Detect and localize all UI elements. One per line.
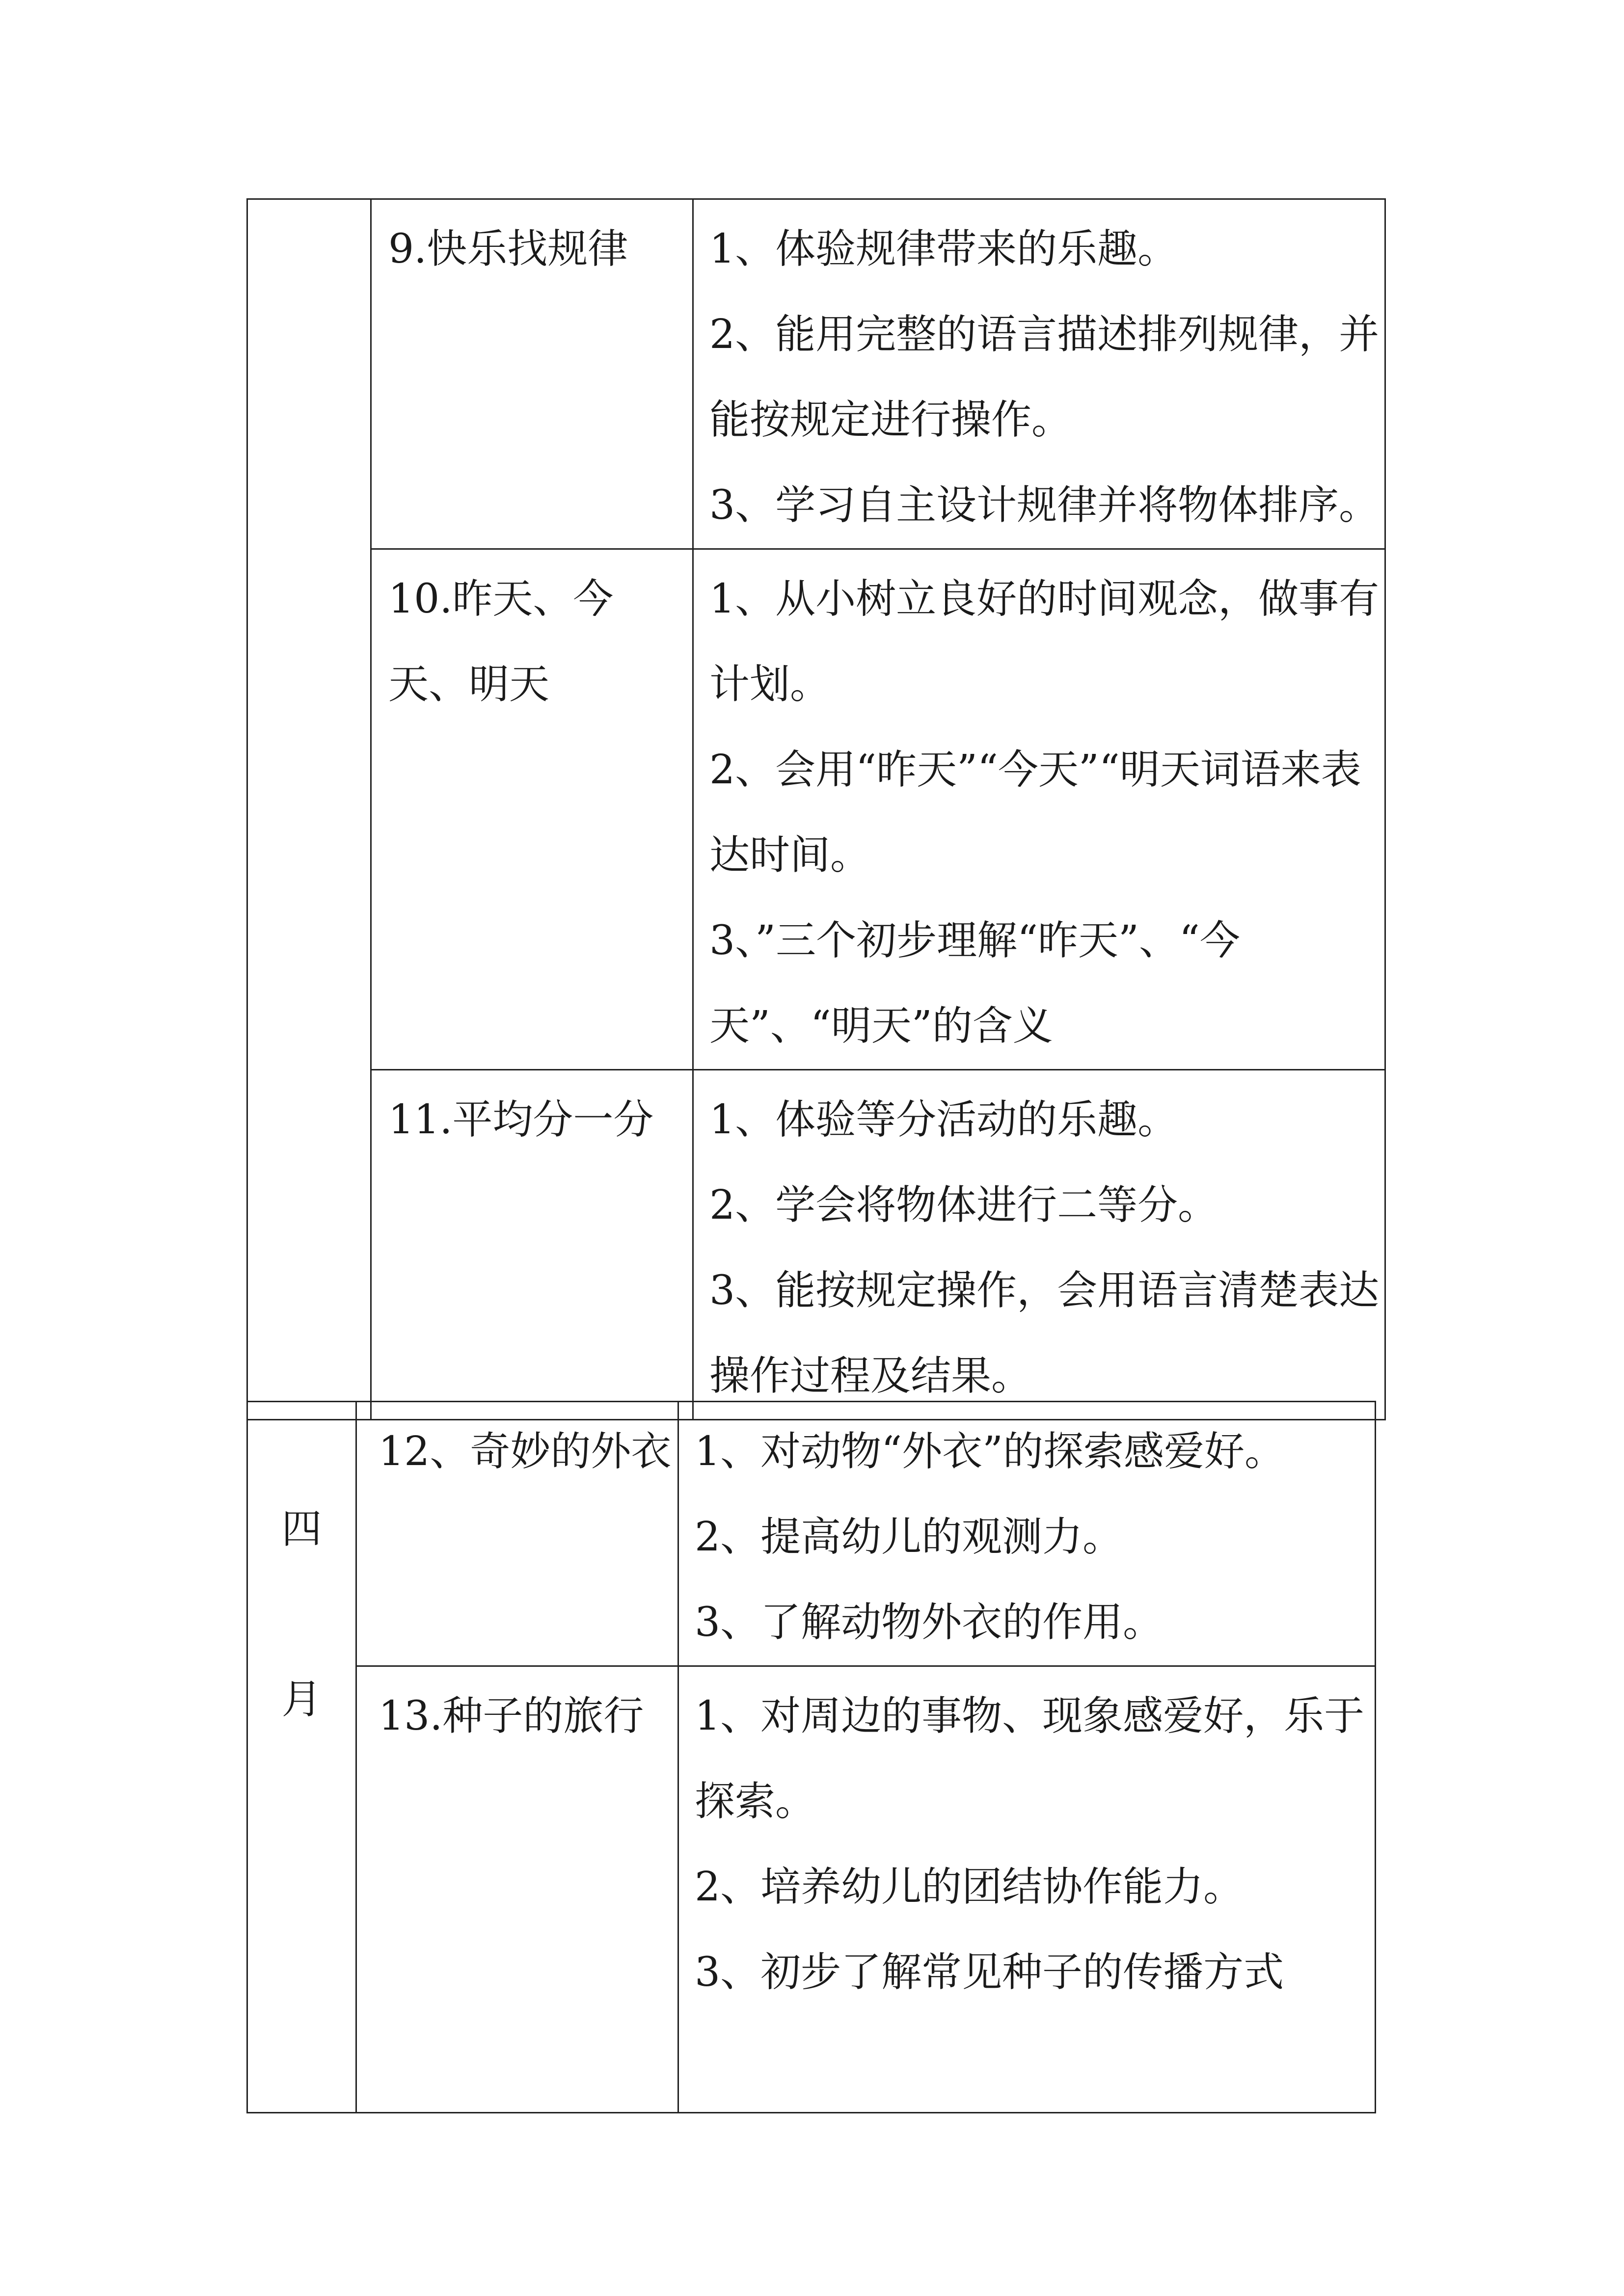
- lesson-goal: 1、对动物“外衣”的探索感爱好。: [695, 1428, 1285, 1475]
- lesson-title: 9.快乐找规律: [388, 226, 628, 272]
- month-cell: [247, 1402, 356, 2113]
- month-char: 四: [281, 1506, 322, 1552]
- table-row: [247, 199, 1385, 549]
- lesson-goal: 2、培养幼儿的团结协作能力。: [695, 1864, 1244, 1910]
- lesson-title-cell: [371, 1070, 693, 1420]
- lesson-goal: 1、对周边的事物、现象感爱好，乐于探索。: [695, 1693, 1365, 1825]
- lesson-goals-cell: [693, 1070, 1385, 1420]
- lesson-goal: 3、了解动物外衣的作用。: [695, 1599, 1164, 1646]
- lesson-title: 10.昨天、今天、明天: [388, 576, 614, 708]
- lesson-title: 12、奇妙的外衣: [379, 1428, 672, 1475]
- lesson-title-cell: [356, 1402, 678, 1666]
- table-row: [247, 1402, 1376, 1666]
- lesson-plan-table-continued: [246, 198, 1386, 1420]
- lesson-title: 11.平均分一分: [388, 1096, 654, 1143]
- lesson-title-cell: [371, 549, 693, 1070]
- lesson-plan-table-april: [246, 1401, 1376, 2113]
- lesson-goal: 2、能用完整的语言描述排列规律，并能按规定进行操作。: [709, 311, 1380, 443]
- lesson-goal: 3、学习自主设计规律并将物体排序。: [709, 482, 1380, 529]
- lesson-title-cell: [356, 1666, 678, 2113]
- lesson-goal: 3、”三个初步理解“昨天”、“今天”、“明天”的含义: [709, 917, 1240, 1049]
- lesson-goal: 2、会用“昨天”“今天”“明天词语来表达时间。: [709, 747, 1361, 879]
- lesson-goal: 1、从小树立良好的时间观念，做事有计划。: [709, 576, 1380, 708]
- lesson-goal: 1、体验等分活动的乐趣。: [709, 1096, 1178, 1143]
- lesson-goals-cell: [693, 549, 1385, 1070]
- lesson-goals-cell: [678, 1402, 1376, 1666]
- lesson-goals-cell: [678, 1666, 1376, 2113]
- lesson-goal: 2、提高幼儿的观测力。: [695, 1514, 1123, 1560]
- lesson-goal: 3、能按规定操作，会用语言清楚表达操作过程及结果。: [709, 1267, 1380, 1399]
- lesson-title: 13.种子的旅行: [379, 1693, 644, 1739]
- lesson-title-cell: [371, 199, 693, 549]
- month-cell-empty: [247, 199, 371, 1420]
- lesson-goal: 1、体验规律带来的乐趣。: [709, 226, 1178, 272]
- lesson-goal: 3、初步了解常见种子的传播方式: [695, 1949, 1284, 1996]
- lesson-goals-cell: [693, 199, 1385, 549]
- table-row: [247, 549, 1385, 1070]
- month-char: 月: [281, 1676, 322, 1723]
- lesson-goal: 2、学会将物体进行二等分。: [709, 1182, 1218, 1228]
- table-row: [247, 1070, 1385, 1420]
- table-row: [247, 1666, 1376, 2113]
